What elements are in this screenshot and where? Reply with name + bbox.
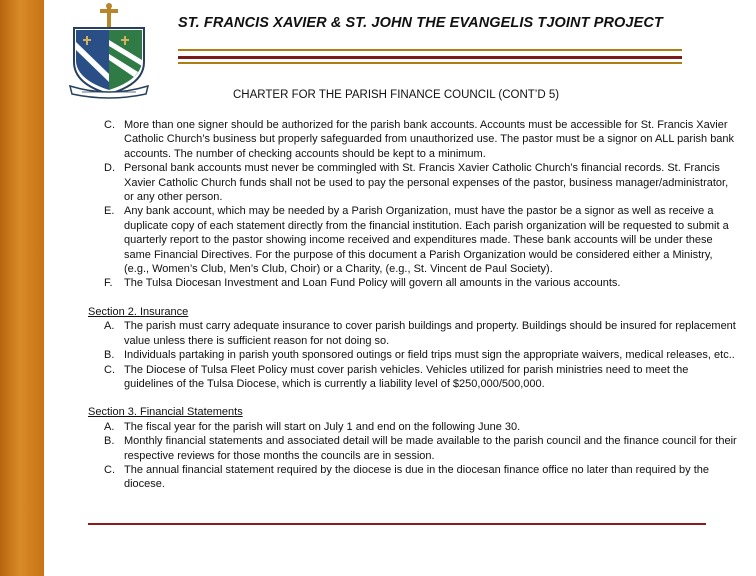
list-item: [88, 463, 738, 492]
section2-list: [88, 319, 738, 391]
section2-heading: Section 2. Insurance: [88, 305, 189, 318]
list-item: [88, 348, 738, 362]
item-letter: C.: [104, 463, 115, 476]
header-title: ST. FRANCIS XAVIER & ST. JOHN THE EVANGELIS TJOINT PROJECT: [178, 15, 663, 31]
header-rule-red: [178, 56, 682, 59]
item-text: Personal bank accounts must never be commingled with St. Francis Xavier Catholic Church’s financial records. St. Francis Xavier Catholic Church funds shall not be used to pay the personal expenses of the pastor, business manager/administrator, or any other person.: [124, 162, 729, 204]
item-letter: B.: [104, 435, 115, 448]
item-letter: D.: [104, 162, 115, 175]
list-item: [88, 363, 738, 392]
item-text: Any bank account, which may be needed by a Parish Organization, must have the pastor be a signor as well as receive a duplicate copy of each statement directly from the financial institution. Each parish organization will be requested to submit a quarterly report to the pastor showing income received and expenditures made. These bank accounts will be under these same Financial Directives. For the purpose of this document a Parish Organization would be considered either a Ministry, (e.g., Women’s Club, Men’s Club, Choir) or a Charity, (e.g., St. Vincent de Paul Society).: [124, 205, 729, 276]
header-rule-gold: [178, 49, 682, 51]
item-letter: F.: [104, 277, 113, 290]
list-item: [88, 161, 738, 204]
item-text: The fiscal year for the parish will start on July 1 and end on the following June 30.: [124, 420, 521, 433]
item-letter: B.: [104, 349, 115, 362]
list-item: [88, 118, 738, 161]
item-text: Monthly financial statements and associated detail will be made available to the parish council and the finance council for their respective reviews for those months the councils are in session.: [124, 435, 737, 462]
item-text: The annual financial statement required by the diocese is due in the diocesan finance office no later than required by the diocese.: [124, 463, 710, 491]
item-letter: A.: [104, 420, 115, 433]
list-item: [88, 204, 738, 276]
item-text: The Tulsa Diocesan Investment and Loan Fund Policy will govern all amounts in the various accounts.: [124, 277, 621, 290]
list-item: [88, 276, 738, 290]
list-item: [88, 420, 738, 434]
section3-heading: Section 3. Financial Statements: [88, 406, 243, 419]
list-item: [88, 434, 738, 463]
item-letter: C.: [104, 119, 115, 131]
diocese-crest-logo: [60, 2, 158, 102]
item-text: Individuals partaking in parish youth sponsored outings or field trips must sign the appropriate waivers, medical releases, etc..: [124, 349, 735, 362]
page-subtitle: CHARTER FOR THE PARISH FINANCE COUNCIL (CONT’D 5): [233, 89, 560, 101]
header-rule-gold-lower: [178, 62, 682, 64]
list-item: [88, 319, 738, 348]
document-body: [88, 118, 738, 492]
bottom-rule: [88, 523, 706, 525]
item-letter: E.: [104, 205, 115, 218]
item-text: More than one signer should be authorized for the parish bank accounts. Accounts must be accessible for St. Francis Xavier Catholic Church’s business but properly safeguarded from unauthorized use. The pastor must be a signor on ALL parish bank accounts. The number of checking accounts should be kept to a minimum.: [124, 119, 735, 160]
item-text: The parish must carry adequate insurance to cover parish buildings and property. Buildings should be insured for replacement value unless there is sufficient reason for not doing so.: [124, 320, 736, 347]
side-bar: [0, 0, 44, 576]
item-letter: A.: [104, 320, 115, 333]
section3-list: [88, 420, 738, 492]
item-text: The Diocese of Tulsa Fleet Policy must cover parish vehicles. Vehicles utilized for parish ministries need to meet the guidelines of the Tulsa Diocese, which is currently a liability level of $250,000/500,000.: [124, 363, 689, 390]
section1-list: [88, 118, 738, 291]
item-letter: C.: [104, 363, 115, 376]
